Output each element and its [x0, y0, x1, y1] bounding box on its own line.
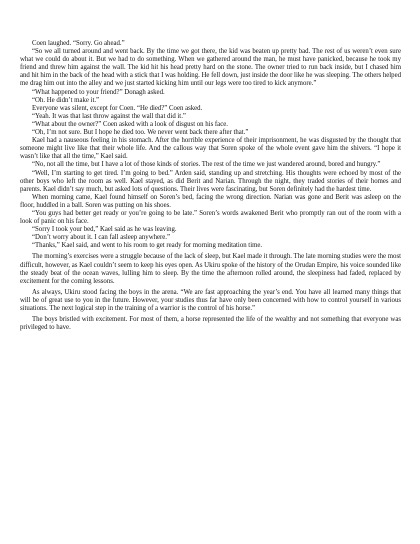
paragraph: “Oh, I’m not sure. But I hope he died too. We never went back there after that.”	[32, 129, 249, 137]
paragraph: “Yeah. It was that last throw against the wall that did it.”	[32, 112, 186, 120]
paragraph: “Don’t worry about it. I can fall asleep anywhere.”	[32, 234, 171, 242]
paragraph: “What about the owner?” Coen asked with a look of disgust on his face.	[32, 120, 228, 128]
paragraph: As always, Ukiru stood facing the boys in the arena. “We are fast approaching the year’s end. You have all learned many things that will be of great use to you in the future. However, your studies thus far have only been concerned with how to control yourself in various situations. The next logical step in the training of a warrior is the control of his horse.”	[20, 288, 401, 312]
paragraph: Coen laughed. “Sorry. Go ahead.”	[32, 40, 125, 47]
document-page	[20, 40, 401, 332]
paragraph: “What happened to your friend?” Donagh asked.	[32, 88, 165, 96]
paragraph: “So we all turned around and went back. By the time we got there, the kid was beaten up pretty bad. The rest of us weren’t even sure what we could do about it. But we had to do something. When we gathered around the man, he must have panicked, because he took my friend and threw him against the wall. The kid hit his head pretty hard on the stone. The owner tried to run back inside, but I chased him and hit him in the back of the head with a stick that I was holding. He fell down, just inside the door like he was sleeping. The others helped me drag him out into the alley and we just started kicking him until our legs were too tired to kick anymore.”	[20, 48, 401, 88]
paragraph: “No, not all the time, but I have a lot of those kinds of stories. The rest of the time we just wandered around, bored and hungry.”	[32, 161, 381, 169]
paragraph: “Well, I’m starting to get tired. I’m going to bed.” Arden said, standing up and stretching. His thoughts were echoed by most of the other boys who left the room as well. Kael stayed, as did Berit and Narian. Through the night, they traded stories of their homes and parents. Kael didn’t say much, but asked lots of questions. Their lives were fascinating, but Soren definitely had the hardest time.	[20, 169, 401, 193]
paragraph: “Sorry I took your bed,” Kael said as he was leaving.	[32, 226, 177, 234]
paragraph: “Oh. He didn’t make it.”	[32, 96, 100, 104]
paragraph: The morning’s exercises were a struggle because of the lack of sleep, but Kael made it through. The late morning studies were the most difficult, however, as Kael couldn’t seem to keep his eyes open. As Ukiru spoke of the history of the Orudan Empire, his voice sounded like the steady beat of the ocean waves, lulling him to sleep. By the time the afternoon rolled around, the sleepiness had faded, replaced by excitement for the coming lessons.	[20, 253, 401, 285]
paragraph: When morning came, Kael found himself on Soren’s bed, facing the wrong direction. Narian was gone and Berit was asleep on the floor, huddled in a ball. Soren was putting on his shoes.	[20, 193, 401, 209]
paragraph: “You guys had better get ready or you’re going to be late.” Soren’s words awakened Berit who promptly ran out of the room with a look of panic on his face.	[20, 209, 401, 226]
paragraph: Everyone was silent, except for Coen. “He died?” Coen asked.	[32, 104, 203, 112]
paragraph: The boys bristled with excitement. For most of them, a horse represented the life of the wealthy and not something that everyone was privileged to have.	[20, 316, 401, 332]
paragraph: “Thanks,” Kael said, and went to his room to get ready for morning meditation time.	[32, 242, 263, 250]
paragraph: Kael had a nauseous feeling in his stomach. After the horrible experience of their imprisonment, he was disgusted by the thought that someone might live like that their whole life. And the callous way that Soren spoke of the whole event gave him the shivers. “I hope it wasn’t like that all the time,” Kael said.	[20, 137, 401, 161]
